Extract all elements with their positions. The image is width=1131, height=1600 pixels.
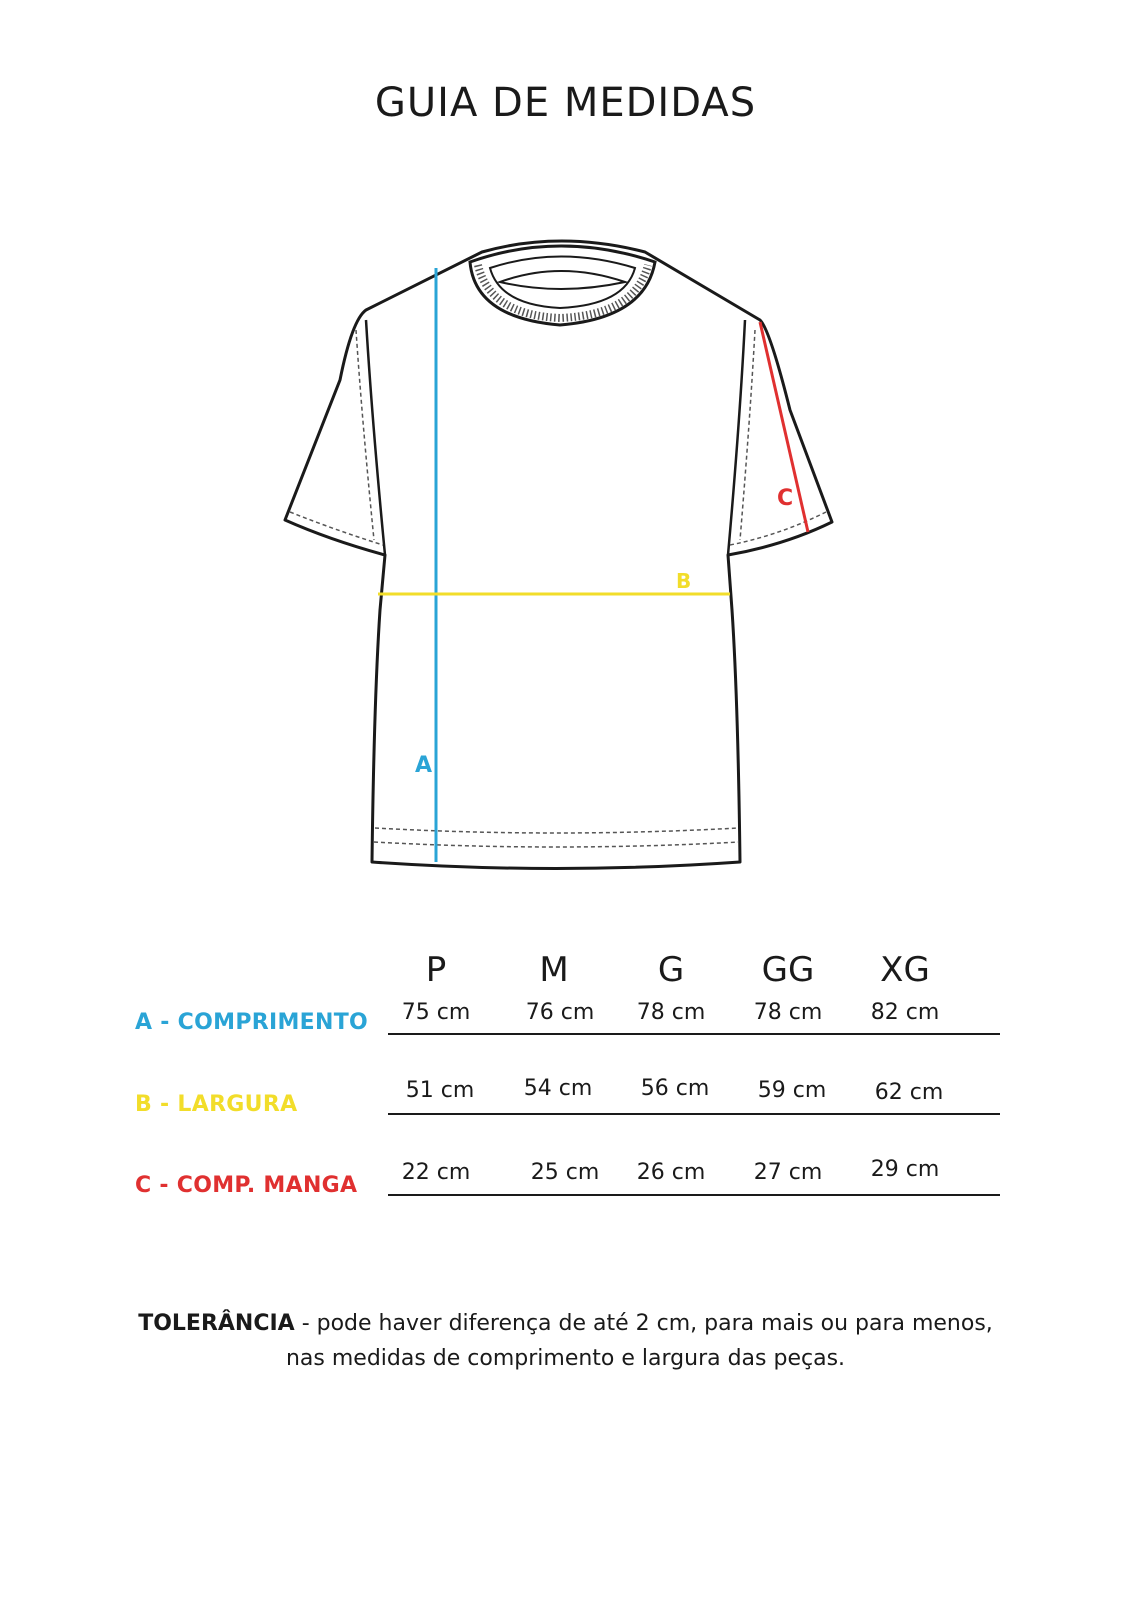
cell-b-xg: 62 cm [874,1080,944,1105]
cell-c-m: 25 cm [530,1160,600,1185]
cell-b-g: 56 cm [640,1076,710,1101]
tolerance-label: TOLERÂNCIA [138,1311,295,1336]
size-header-g: G [657,950,685,990]
tolerance-line-2: nas medidas de comprimento e largura das peças. [285,1346,846,1371]
cell-a-p: 75 cm [401,1000,471,1025]
cell-a-gg: 78 cm [753,1000,823,1025]
row-label-comprimento: A - COMPRIMENTO [135,1010,369,1035]
cell-c-g: 26 cm [636,1160,706,1185]
measure-label-c: C [777,486,794,511]
page-title: GUIA DE MEDIDAS [374,80,757,126]
cell-b-m: 54 cm [523,1076,593,1101]
cell-a-g: 78 cm [636,1000,706,1025]
tolerance-note [0,1306,1131,1376]
cell-a-m: 76 cm [525,1000,595,1025]
row-divider-c [388,1194,1000,1196]
row-divider-b [388,1113,1000,1115]
size-header-gg: GG [761,950,815,990]
cell-c-p: 22 cm [401,1160,471,1185]
row-divider-a [388,1033,1000,1035]
tolerance-line-1 [0,1306,1131,1341]
cell-b-p: 51 cm [405,1078,475,1103]
cell-b-gg: 59 cm [757,1078,827,1103]
measure-label-a: A [415,753,433,778]
row-label-comp-manga: C - COMP. MANGA [135,1173,358,1198]
cell-c-gg: 27 cm [753,1160,823,1185]
measure-label-b: B [676,569,692,593]
cell-c-xg: 29 cm [870,1157,940,1182]
row-label-largura: B - LARGURA [135,1092,298,1117]
size-header-p: P [425,950,447,990]
size-header-xg: XG [880,950,930,990]
cell-a-xg: 82 cm [870,1000,940,1025]
tshirt-diagram [270,230,860,890]
tolerance-text-1: - pode haver diferença de até 2 cm, para mais ou para menos, [294,1311,993,1336]
size-header-m: M [539,950,569,990]
